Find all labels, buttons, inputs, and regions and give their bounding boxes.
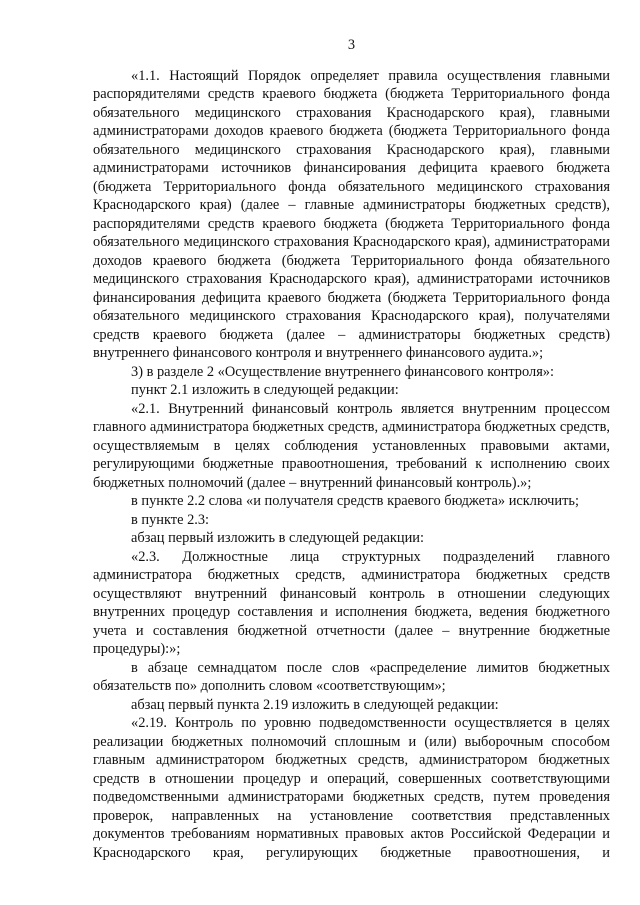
paragraph-2-3: «2.3. Должностные лица структурных подразделений главного администратора бюджетных средств, администратора бюджетных средств осуществляют внутренний финансовый контроль в отношении следующих внутренних процедур составления и исполнения бюджета, ведения бюджетного учета и составления бюджетной отчетности (далее – внутренние бюджетные процедуры):»; — [93, 548, 610, 657]
paragraph-abzac-17: в абзаце семнадцатом после слов «распределение лимитов бюджетных обязательств по» дополнить словом «соответствующим»; — [93, 659, 610, 694]
paragraph-item-2-1-intro: пункт 2.1 изложить в следующей редакции: — [131, 382, 399, 398]
paragraph-2-19: «2.19. Контроль по уровню подведомственности осуществляется в целях реализации бюджетных полномочий сплошным и (или) выборочным способом главным администратором бюджетных средств, администратором бюджетных средств в отношении процедур и операций, совершенных соответствующими подведомственными администраторами бюджетных средств, путем проведения проверок, направленных на установление соответствия представленных документов требованиям нормативных правовых актов Российской Федерации и Краснодарского края, регулирующих бюджетные правоотношения, и — [93, 715, 610, 861]
paragraph-item-2-3-intro: в пункте 2.3: — [131, 511, 210, 528]
paragraph-item-2-2: в пункте 2.2 слова «и получателя средств краевого бюджета» исключить; — [131, 493, 579, 509]
paragraph-2-1: «2.1. Внутренний финансовый контроль является внутренним процессом главного администратора бюджетных средств, администратора бюджетных средств, осуществляемым в целях соблюдения установленных правовыми актами, регулирующими бюджетные правоотношения, требований к исполнению своих бюджетных полномочий (далее – внутренний финансовый контроль).»; — [93, 400, 610, 491]
paragraph-1-1: «1.1. Настоящий Порядок определяет правила осуществления главными распорядителями средств краевого бюджета (бюджета Территориального фонда обязательного медицинского страхования Краснодарского края), главными администраторами доходов краевого бюджета (бюджета Территориального фонда обязательного медицинского страхования Краснодарского края), главными администраторами источников финансирования дефицита краевого бюджета (бюджета Территориального фонда обязательного медицинского страхования Краснодарского края) (далее – главные администраторы бюджетных средств), распорядителями средств краевого бюджета (бюджета Территориального фонда обязательного медицинского страхования Краснодарского края), администраторами доходов краевого бюджета (бюджета Территориального фонда обязательного медицинского страхования Краснодарского края), администраторами источников финансирования дефицита краевого бюджета (бюджета Территориального фонда обязательного медицинского страхования Краснодарского края), получателями средств краевого бюджета (далее – администраторы бюджетных средств) внутреннего финансового контроля и внутреннего финансового аудита.»; — [93, 67, 610, 361]
paragraph-first-abzac-intro: абзац первый изложить в следующей редакции: — [131, 530, 425, 546]
paragraph-item-2-19-intro: абзац первый пункта 2.19 изложить в следующей редакции: — [131, 696, 499, 713]
paragraph-section-2-heading: 3) в разделе 2 «Осуществление внутреннего финансового контроля»: — [131, 363, 555, 380]
page-number: 3 — [347, 37, 356, 53]
